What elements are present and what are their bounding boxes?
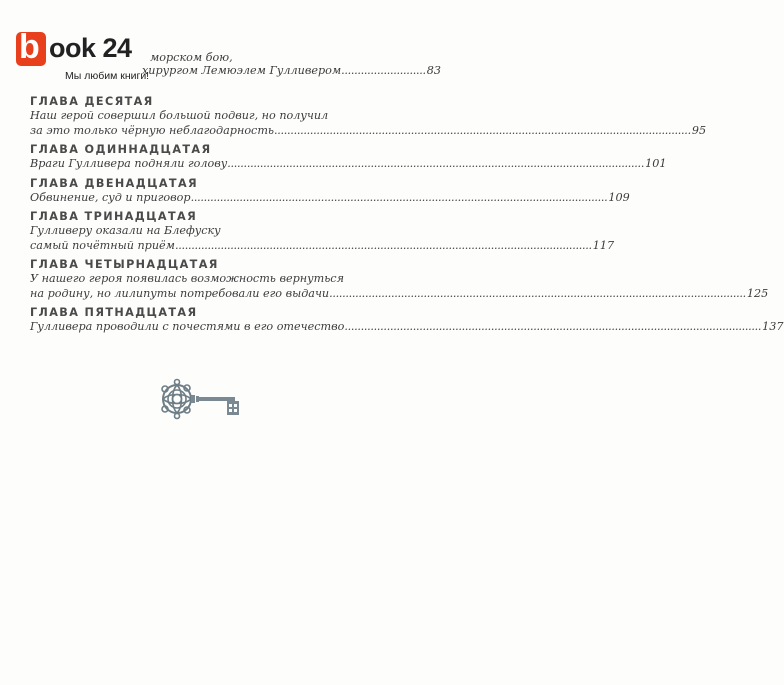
page-number: 83 [426, 64, 442, 77]
chapter-entry-line [30, 123, 707, 139]
chapter-title: ГЛАВА ДЕСЯТАЯ [30, 95, 154, 108]
toc-chapter[interactable] [30, 209, 615, 253]
logo-letter: b [19, 28, 40, 66]
chapter-description-text: на родину, но лилипуты потребовали его выдачи [30, 286, 330, 300]
table-of-contents [30, 90, 784, 335]
chapter-description-text: Гулливеру оказали на Блефуску [30, 224, 221, 237]
chapter-description-text: Наш герой совершил большой подвиг, но получил [30, 109, 329, 122]
page-number: 137 [762, 320, 784, 333]
toc-chapter[interactable] [30, 94, 707, 138]
page-number: 125 [746, 286, 769, 300]
chapter-title: ГЛАВА ДВЕНАДЦАТАЯ [30, 176, 199, 190]
chapter-title: ГЛАВА ОДИННАДЦАТАЯ [30, 143, 212, 156]
leader-dots: .......................... [341, 64, 426, 77]
chapter-description-line [30, 224, 376, 239]
leader-dots: ................................................................................................................................ [190, 190, 608, 204]
partial-entry-text: хирургом Лемюэлем Гулливером [142, 64, 342, 77]
page-number: 95 [691, 123, 707, 137]
chapter-title: ГЛАВА ЧЕТЫРНАДЦАТАЯ [30, 258, 219, 271]
chapter-entry-line [30, 238, 615, 254]
chapter-title: ГЛАВА ТРИНАДЦАТАЯ [30, 210, 198, 223]
page-number: 117 [592, 238, 615, 252]
partial-entry-line-2 [142, 64, 442, 78]
chapter-description-text: за это только чёрную неблагодарность [30, 123, 275, 137]
toc-chapter[interactable] [30, 257, 769, 301]
leader-dots: ................................................................................................................................ [174, 238, 592, 252]
leader-dots: ................................................................................................................................ [344, 320, 762, 333]
chapter-entry-line [30, 157, 667, 172]
toc-chapter[interactable] [30, 305, 784, 335]
leader-dots: ................................................................................................................................ [329, 286, 746, 300]
page-number: 109 [608, 190, 630, 204]
chapter-description-text: самый почётный приём [30, 238, 175, 252]
chapter-description-text: Враги Гулливера подняли голову [30, 157, 228, 170]
chapter-entry-line [30, 320, 784, 335]
chapter-description-text: Обвинение, суд и приговор [30, 190, 191, 204]
toc-chapter[interactable] [30, 176, 630, 206]
chapter-description-text: У нашего героя появилась возможность вернуться [30, 272, 344, 285]
key-icon [157, 375, 245, 423]
page-number: 101 [645, 157, 667, 170]
leader-dots: ................................................................................................................................ [274, 123, 691, 137]
logo-wordmark: ook 24 [49, 33, 132, 63]
chapter-entry-line [30, 286, 769, 302]
chapter-description-text: Гулливера проводили с почестями в его отечество [30, 320, 345, 333]
chapter-description-line [30, 272, 376, 287]
toc-chapter[interactable] [30, 142, 667, 172]
leader-dots: ................................................................................................................................ [227, 157, 645, 170]
partial-entry-line-1: морском бою, [150, 51, 233, 64]
chapter-title: ГЛАВА ПЯТНАДЦАТАЯ [30, 306, 198, 319]
chapter-entry-line [30, 190, 630, 206]
chapter-description-line [30, 109, 376, 124]
logo-badge [16, 28, 46, 66]
book24-logo[interactable] [16, 30, 166, 88]
logo-slogan: Мы любим книги! [65, 70, 150, 82]
